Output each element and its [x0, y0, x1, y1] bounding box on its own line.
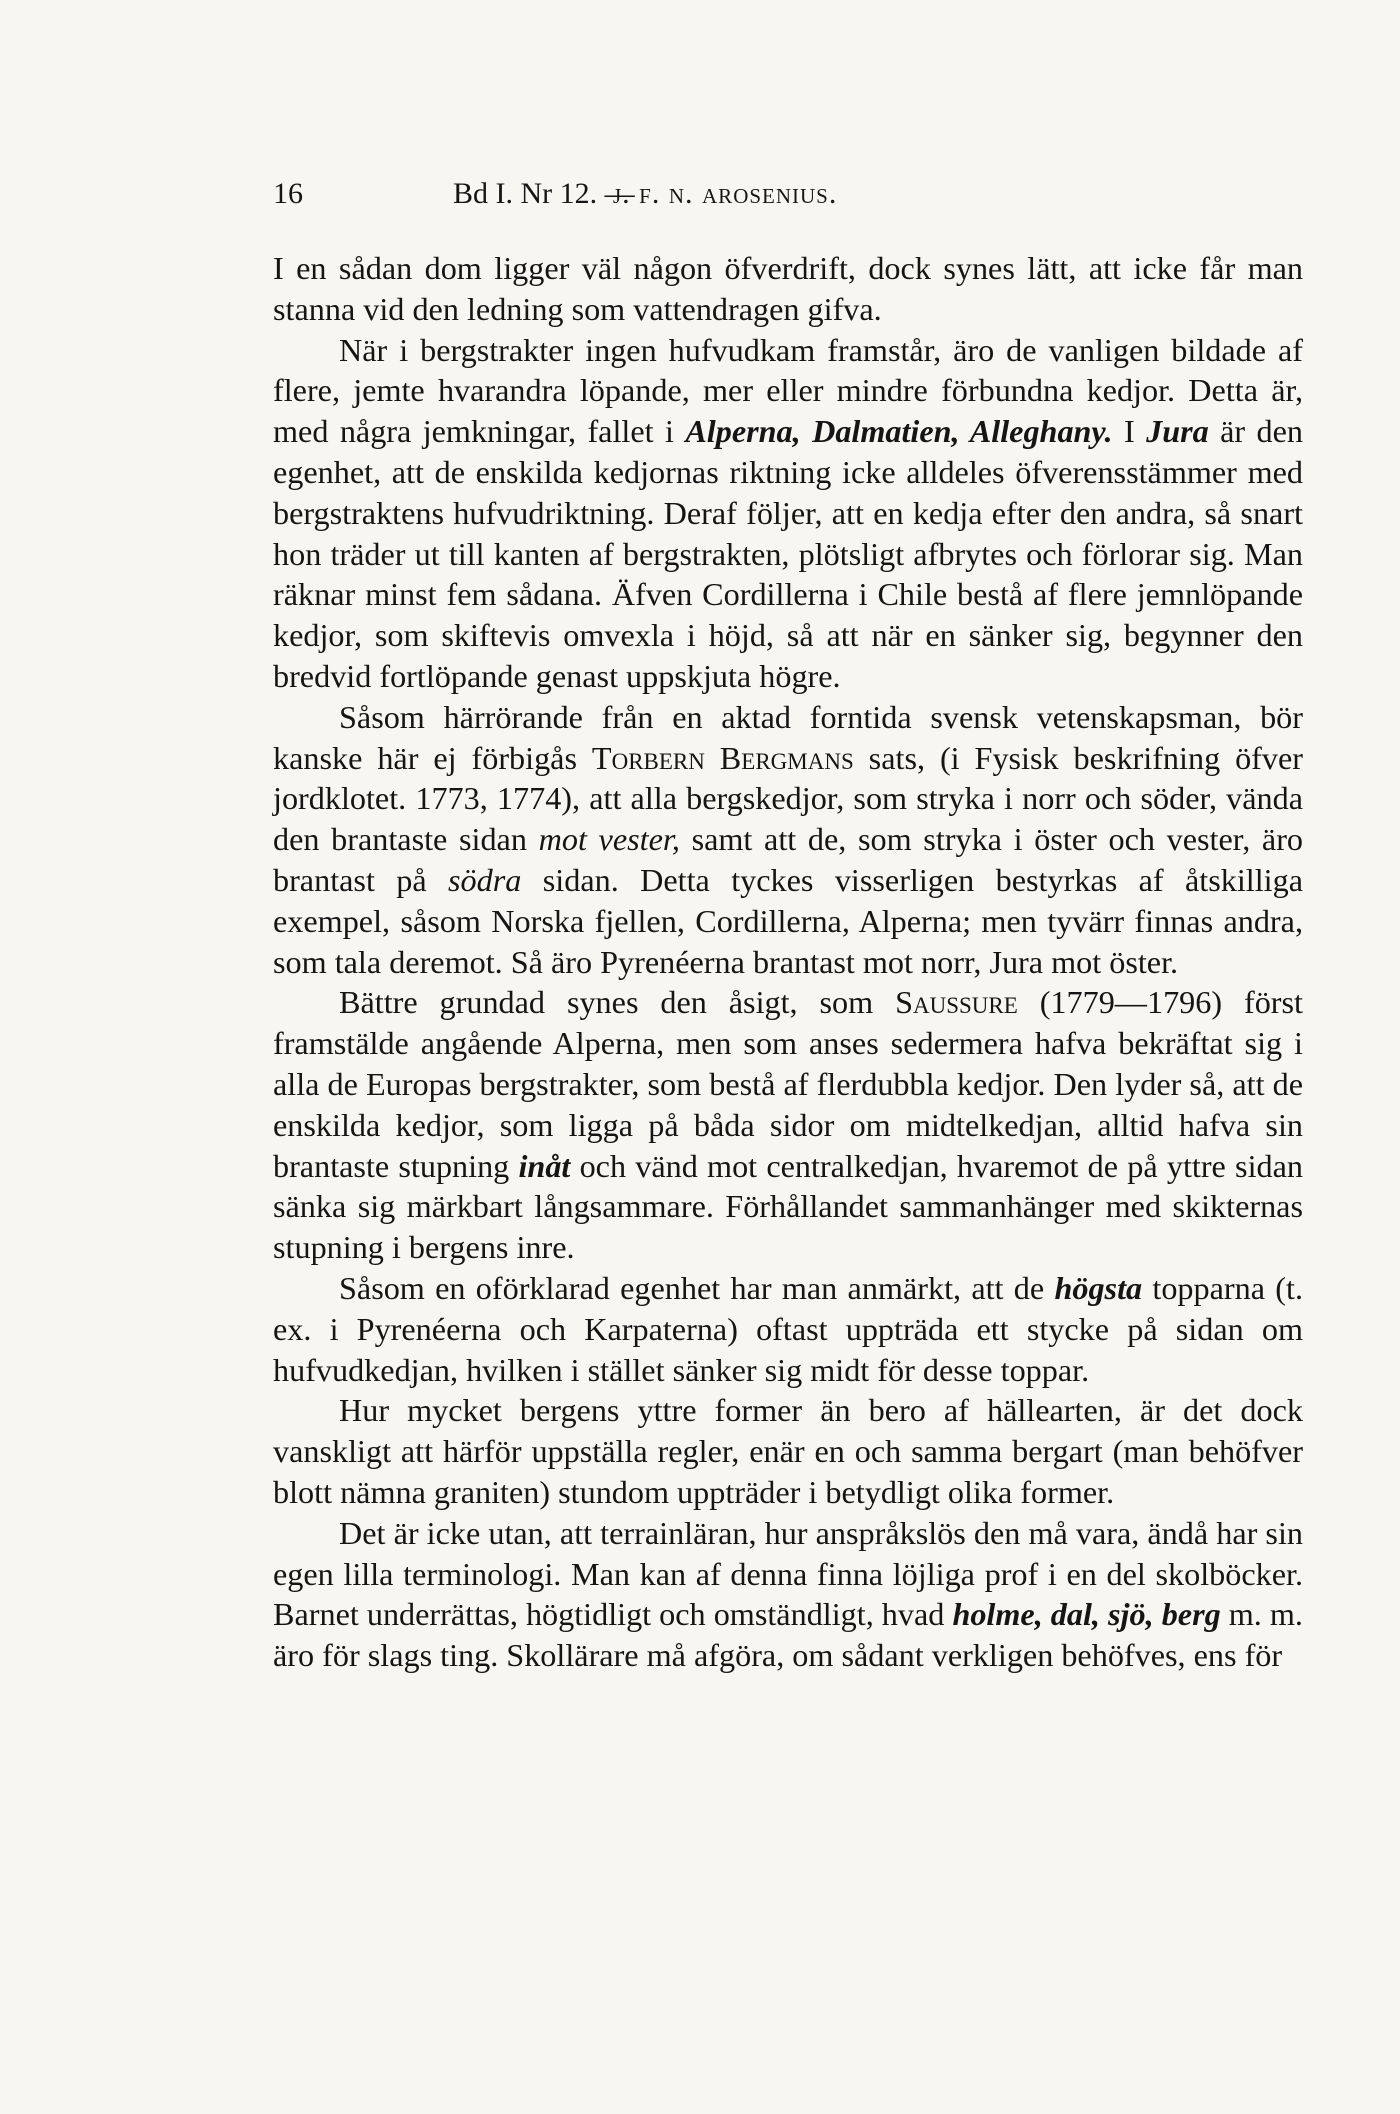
text-segment: sidan. Detta tyckes visserligen bestyrkas af åtskilliga exempel, såsom Norska fjellen, Cordillerna, Alperna; men tyvärr finnas andra, som tala deremot. Så äro Pyrenéerna brantast mot norr, Jura mot öster.: [273, 861, 1303, 980]
text-segment: inåt: [518, 1147, 571, 1184]
text-segment: Jura: [1146, 413, 1209, 450]
text-segment: I en sådan dom ligger väl någon öfverdrift, dock synes lätt, att icke får man stanna vid den ledning som vattendragen gifva.: [273, 250, 1303, 327]
text-segment: holme, dal, sjö, berg: [952, 1596, 1221, 1633]
text-segment: Torbern Bergmans: [591, 739, 854, 776]
text-segment: Hur mycket bergens yttre former än bero af hällearten, är det dock vanskligt att härför uppställa regler, enär en och samma bergart (man behöfver blott nämna graniten) stundom uppträder i betydligt olika former.: [273, 1392, 1303, 1510]
paragraph: [273, 1268, 1303, 1390]
paragraph: [273, 330, 1303, 697]
text-segment: När i bergstrakter ingen hufvudkam framstår, äro de vanligen bildade af flere, jemte hvarandra löpande, mer eller mindre förbundna kedjor. Detta är, med några jemkningar, fallet i: [273, 331, 1303, 450]
text-segment: Bättre grundad synes den åsigt, som: [339, 984, 896, 1021]
paragraph: [273, 982, 1303, 1268]
text-segment: södra: [448, 861, 522, 898]
text-segment: samt att de, som stryka i öster och vester, äro brantast på: [273, 821, 1304, 898]
text-segment: sats, (i Fysisk beskrifning öfver jordklotet. 1773, 1774), att alla bergskedjor, som stryka i norr och söder, vända den brantaste sidan: [273, 739, 1304, 858]
text-segment: Såsom en oförklarad egenhet har man anmärkt, att de: [339, 1269, 1055, 1306]
text-segment: är den egenhet, att de enskilda kedjornas riktning icke alldeles öfverensstämmer med bergstraktens hufvudriktning. Deraf följer, att en kedja efter den andra, så snart hon träder ut till kanten af bergstrakten, plötsligt afbrytes och förlorar sig. Man räknar minst fem sådana. Äfven Cordillerna i Chile bestå af flere jemnlöpande kedjor, som skiftevis omvexla i höjd, så att när en sänker sig, begynner den bredvid fortlöpande genast uppskjuta högre.: [273, 413, 1304, 694]
text-segment: (1779—1796) först framstälde angående Alperna, men som anses sedermera hafva bekräftat sig i alla de Europas bergstrakter, som bestå af flerdubbla kedjor. Den lyder så, att de enskilda kedjor, som ligga på båda sidor om midtelkedjan, alltid hafva sin brantaste stupning: [273, 984, 1303, 1184]
text-segment: Det är icke utan, att terrainläran, hur anspråkslös den må vara, ändå har sin egen lilla terminologi. Man kan af denna finna löjliga prof i en del skolböcker. Barnet underrättas, högtidligt och omständligt, hvad: [273, 1514, 1303, 1633]
text-segment: I: [1112, 413, 1147, 450]
running-header: [273, 177, 1303, 221]
body-text: [273, 248, 1303, 1676]
paragraph: [273, 248, 1303, 330]
text-segment: Saussure: [895, 984, 1018, 1021]
text-segment: mot vester,: [538, 821, 680, 858]
text-segment: m. m. äro för slags ting. Skollärare må afgöra, om sådant verkligen behöfves, ens för: [273, 1596, 1303, 1674]
text-segment: och vänd mot centralkedjan, hvaremot de på yttre sidan sänka sig märkbart långsammare. Förhållandet sammanhänger med skikternas stupning i bergens inre.: [273, 1147, 1303, 1266]
text-segment: Såsom härrörande från en aktad forntida svensk vetenskapsman, bör kanske här ej förbigås: [273, 698, 1303, 776]
volume-number: Bd I. Nr 12. —: [453, 177, 635, 210]
paragraph: [273, 697, 1303, 983]
paragraph: [273, 1513, 1303, 1676]
page-number: 16: [273, 177, 303, 210]
text-segment: topparna (t. ex. i Pyrenéerna och Karpaterna) oftast uppträda ett stycke på sidan om hufvudkedjan, hvilken i stället sänker sig midt för desse toppar.: [273, 1269, 1303, 1388]
text-segment: högsta: [1054, 1269, 1143, 1306]
text-segment: Alperna, Dalmatien, Alleghany.: [685, 413, 1113, 450]
paragraph: [273, 1390, 1303, 1512]
author-name: j. f. n. arosenius.: [613, 177, 838, 210]
